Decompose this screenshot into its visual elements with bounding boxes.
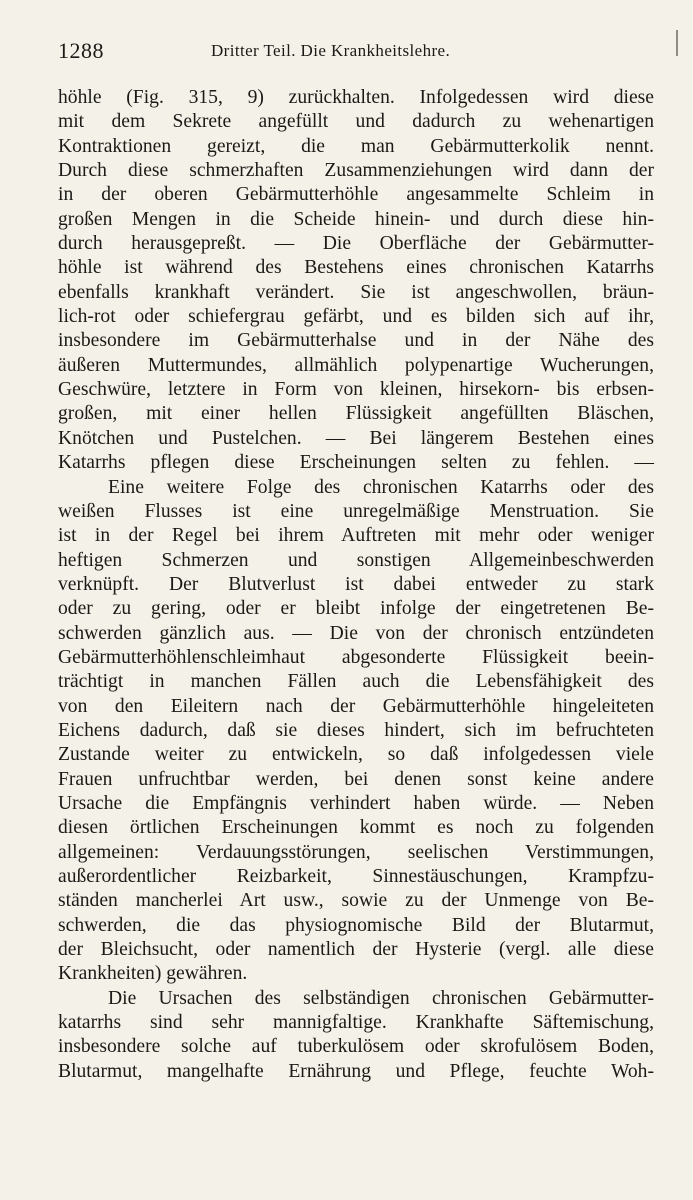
text-line: schwerden gänzlich aus. — Die von der chronisch entzündeten xyxy=(58,622,654,644)
text-line: in der oberen Gebärmutterhöhle angesammelte Schleim in xyxy=(58,184,654,206)
text-line: Blutarmut, mangelhafte Ernährung und Pflege, feuchte Woh- xyxy=(58,1060,654,1082)
text-line: schwerden, die das physiognomische Bild der Blutarmut, xyxy=(58,914,654,936)
text-line: Katarrhs pflegen diese Erscheinungen selten zu fehlen. — xyxy=(58,452,654,474)
text-line: außerordentlicher Reizbarkeit, Sinnestäuschungen, Krampfzu- xyxy=(58,866,654,887)
text-line: der Bleichsucht, oder namentlich der Hysterie (vergl. alle diese xyxy=(58,939,654,961)
text-line: insbesondere im Gebärmutterhalse und in der Nähe des xyxy=(58,330,654,352)
paragraph-end-line: Krankheiten) gewähren. xyxy=(58,963,248,985)
text-line: von den Eileitern nach der Gebärmutterhöhle hingeleiteten xyxy=(58,695,654,717)
text-line: weißen Flusses ist eine unregelmäßige Menstruation. Sie xyxy=(58,500,654,522)
text-line: diesen örtlichen Erscheinungen kommt es noch zu folgenden xyxy=(58,817,654,839)
text-line: heftigen Schmerzen und sonstigen Allgemeinbeschwerden xyxy=(58,549,654,571)
text-line: großen Mengen in die Scheide hinein- und durch diese hin- xyxy=(58,208,654,230)
text-line: trächtigt in manchen Fällen auch die Lebensfähigkeit des xyxy=(58,671,654,693)
text-line: höhle (Fig. 315, 9) zurückhalten. Infolgedessen wird diese xyxy=(58,87,654,108)
text-line: oder zu gering, oder er bleibt infolge der eingetretenen Be- xyxy=(58,598,654,620)
page-header xyxy=(58,38,658,72)
paragraph-start-line: Eine weitere Folge des chronischen Katarrhs oder des xyxy=(108,476,654,498)
text-line: Eichens dadurch, daß sie dieses hindert, sich im befruchteten xyxy=(58,719,654,741)
text-line: Frauen unfruchtbar werden, bei denen sonst keine andere xyxy=(58,768,654,790)
text-line: Durch diese schmerzhaften Zusammenziehungen wird dann der xyxy=(58,160,654,182)
text-line: katarrhs sind sehr mannigfaltige. Krankhafte Säftemischung, xyxy=(58,1012,654,1034)
text-line: Kontraktionen gereizt, die man Gebärmutterkolik nennt. xyxy=(58,135,654,157)
text-line: Geschwüre, letztere in Form von kleinen, hirsekorn- bis erbsen- xyxy=(58,379,654,401)
text-line: Knötchen und Pustelchen. — Bei längerem Bestehen eines xyxy=(58,427,654,449)
running-head: Dritter Teil. Die Krankheitslehre. xyxy=(211,41,451,60)
text-line: äußeren Muttermundes, allmählich polypenartige Wucherungen, xyxy=(58,354,654,376)
paragraph-start-line: Die Ursachen des selbständigen chronischen Gebärmutter- xyxy=(108,987,654,1009)
page-edge-mark xyxy=(676,30,678,56)
text-line: Zustande weiter zu entwickeln, so daß infolgedessen viele xyxy=(58,744,654,766)
text-line: insbesondere solche auf tuberkulösem oder skrofulösem Boden, xyxy=(58,1036,654,1058)
text-line: mit dem Sekrete angefüllt und dadurch zu wehenartigen xyxy=(58,111,654,133)
text-line: höhle ist während des Bestehens eines chronischen Katarrhs xyxy=(58,257,654,279)
text-line: großen, mit einer hellen Flüssigkeit angefüllten Bläschen, xyxy=(58,403,654,425)
text-line: lich-rot oder schiefergrau gefärbt, und es bilden sich auf ihr, xyxy=(58,306,654,328)
text-line: ist in der Regel bei ihrem Auftreten mit mehr oder weniger xyxy=(58,525,654,547)
text-line: Gebärmutterhöhlenschleimhaut abgesonderte Flüssigkeit beein- xyxy=(58,646,654,668)
text-line: verknüpft. Der Blutverlust ist dabei entweder zu stark xyxy=(58,573,654,595)
text-line: Ursache die Empfängnis verhindert haben würde. — Neben xyxy=(58,792,654,814)
page-number: 1288 xyxy=(58,38,104,63)
text-line: durch herausgepreßt. — Die Oberfläche der Gebärmutter- xyxy=(58,233,654,255)
text-line: allgemeinen: Verdauungsstörungen, seelischen Verstimmungen, xyxy=(58,841,654,863)
text-line: ebenfalls krankhaft verändert. Sie ist angeschwollen, bräun- xyxy=(58,281,654,303)
body-text xyxy=(58,86,654,1084)
text-line: ständen mancherlei Art usw., sowie zu der Unmenge von Be- xyxy=(58,890,654,912)
